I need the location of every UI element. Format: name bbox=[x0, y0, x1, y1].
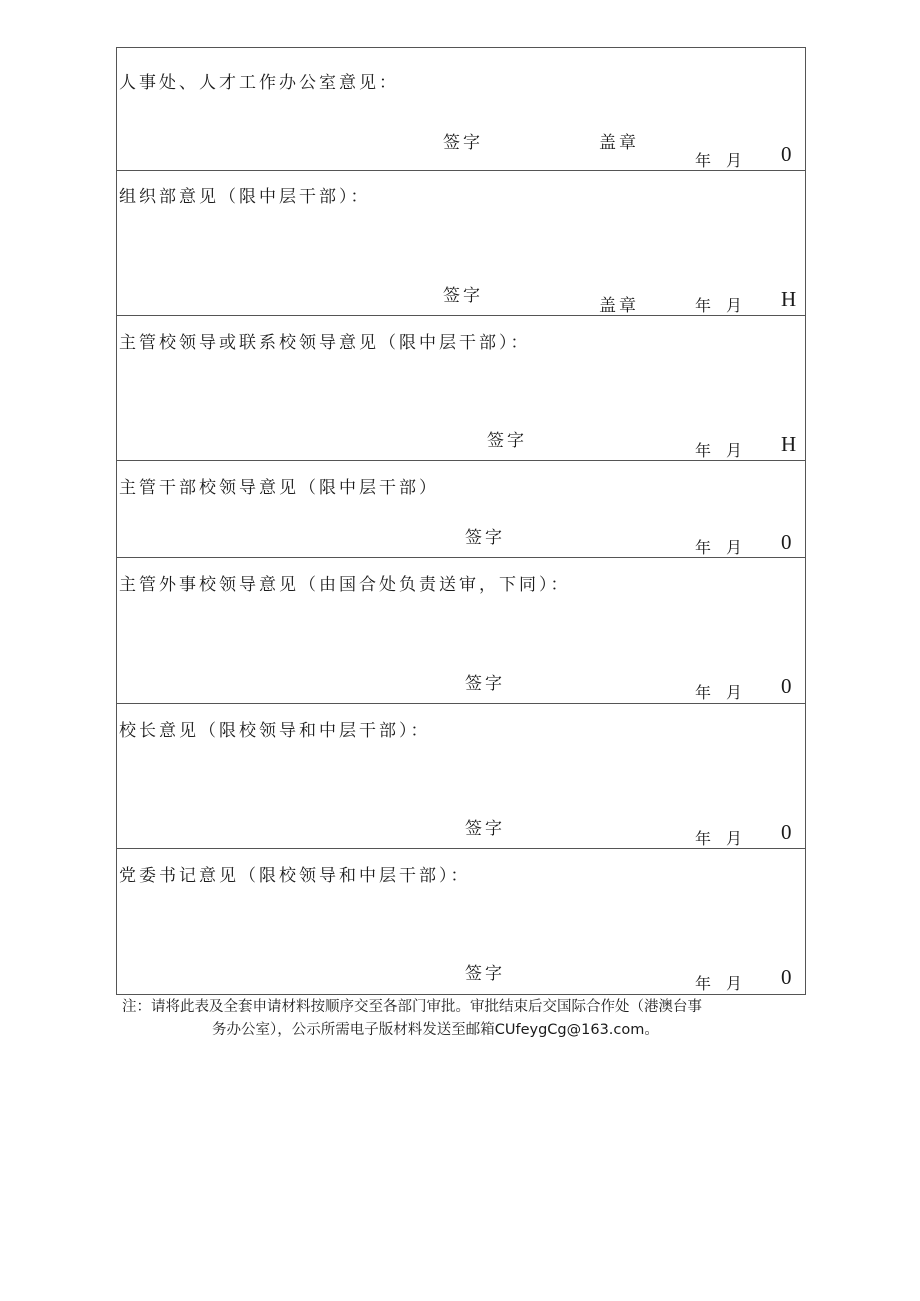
section-president bbox=[117, 703, 805, 848]
section-title: 主管校领导或联系校领导意见（限中层干部）： bbox=[119, 333, 531, 353]
section-title: 组织部意见（限中层干部）： bbox=[119, 187, 371, 207]
section-personnel-office bbox=[117, 48, 805, 170]
section-title: 党委书记意见（限校领导和中层干部）： bbox=[119, 866, 471, 886]
signature-label: 签字 bbox=[443, 286, 483, 306]
section-title: 校长意见（限校领导和中层干部）： bbox=[119, 721, 431, 741]
section-party-secretary bbox=[117, 848, 805, 994]
signature-label: 签字 bbox=[443, 133, 483, 153]
day-label: 0 bbox=[781, 674, 792, 698]
day-label: 0 bbox=[781, 965, 792, 989]
footnote bbox=[122, 996, 812, 1042]
section-organization-dept bbox=[117, 170, 805, 315]
signature-label: 签字 bbox=[465, 819, 505, 839]
day-label: 0 bbox=[781, 142, 792, 166]
year-label: 年 bbox=[695, 151, 712, 170]
year-label: 年 bbox=[695, 683, 712, 702]
year-label: 年 bbox=[695, 829, 712, 848]
year-label: 年 bbox=[695, 441, 712, 460]
month-label: 月 bbox=[726, 538, 743, 557]
section-supervising-leader bbox=[117, 315, 805, 460]
month-label: 月 bbox=[726, 296, 743, 315]
month-label: 月 bbox=[726, 683, 743, 702]
year-label: 年 bbox=[695, 974, 712, 993]
seal-label: 盖章 bbox=[599, 133, 639, 153]
day-label: H bbox=[781, 432, 797, 456]
month-label: 月 bbox=[726, 974, 743, 993]
year-label: 年 bbox=[695, 296, 712, 315]
signature-label: 签字 bbox=[465, 964, 505, 984]
month-label: 月 bbox=[726, 151, 743, 170]
signature-label: 签字 bbox=[465, 674, 505, 694]
section-title: 主管干部校领导意见（限中层干部） bbox=[119, 478, 439, 498]
day-label: 0 bbox=[781, 530, 792, 554]
day-label: H bbox=[781, 287, 797, 311]
section-cadre-leader bbox=[117, 460, 805, 557]
footnote-line-2: 务办公室），公示所需电子版材料发送至邮箱CUfeygCg@163.com。 bbox=[212, 1022, 659, 1038]
section-title: 主管外事校领导意见（由国合处负责送审，下同）： bbox=[119, 575, 571, 595]
approval-form-table bbox=[116, 47, 806, 995]
section-title: 人事处、人才工作办公室意见： bbox=[119, 73, 399, 93]
year-label: 年 bbox=[695, 538, 712, 557]
seal-label: 盖章 bbox=[599, 296, 639, 316]
month-label: 月 bbox=[726, 829, 743, 848]
signature-label: 签字 bbox=[465, 528, 505, 548]
section-foreign-affairs-leader bbox=[117, 557, 805, 703]
signature-label: 签字 bbox=[487, 431, 527, 451]
month-label: 月 bbox=[726, 441, 743, 460]
day-label: 0 bbox=[781, 820, 792, 844]
footnote-line-1: 注：请将此表及全套申请材料按顺序交至各部门审批。审批结束后交国际合作处（港澳台事 bbox=[122, 999, 702, 1015]
